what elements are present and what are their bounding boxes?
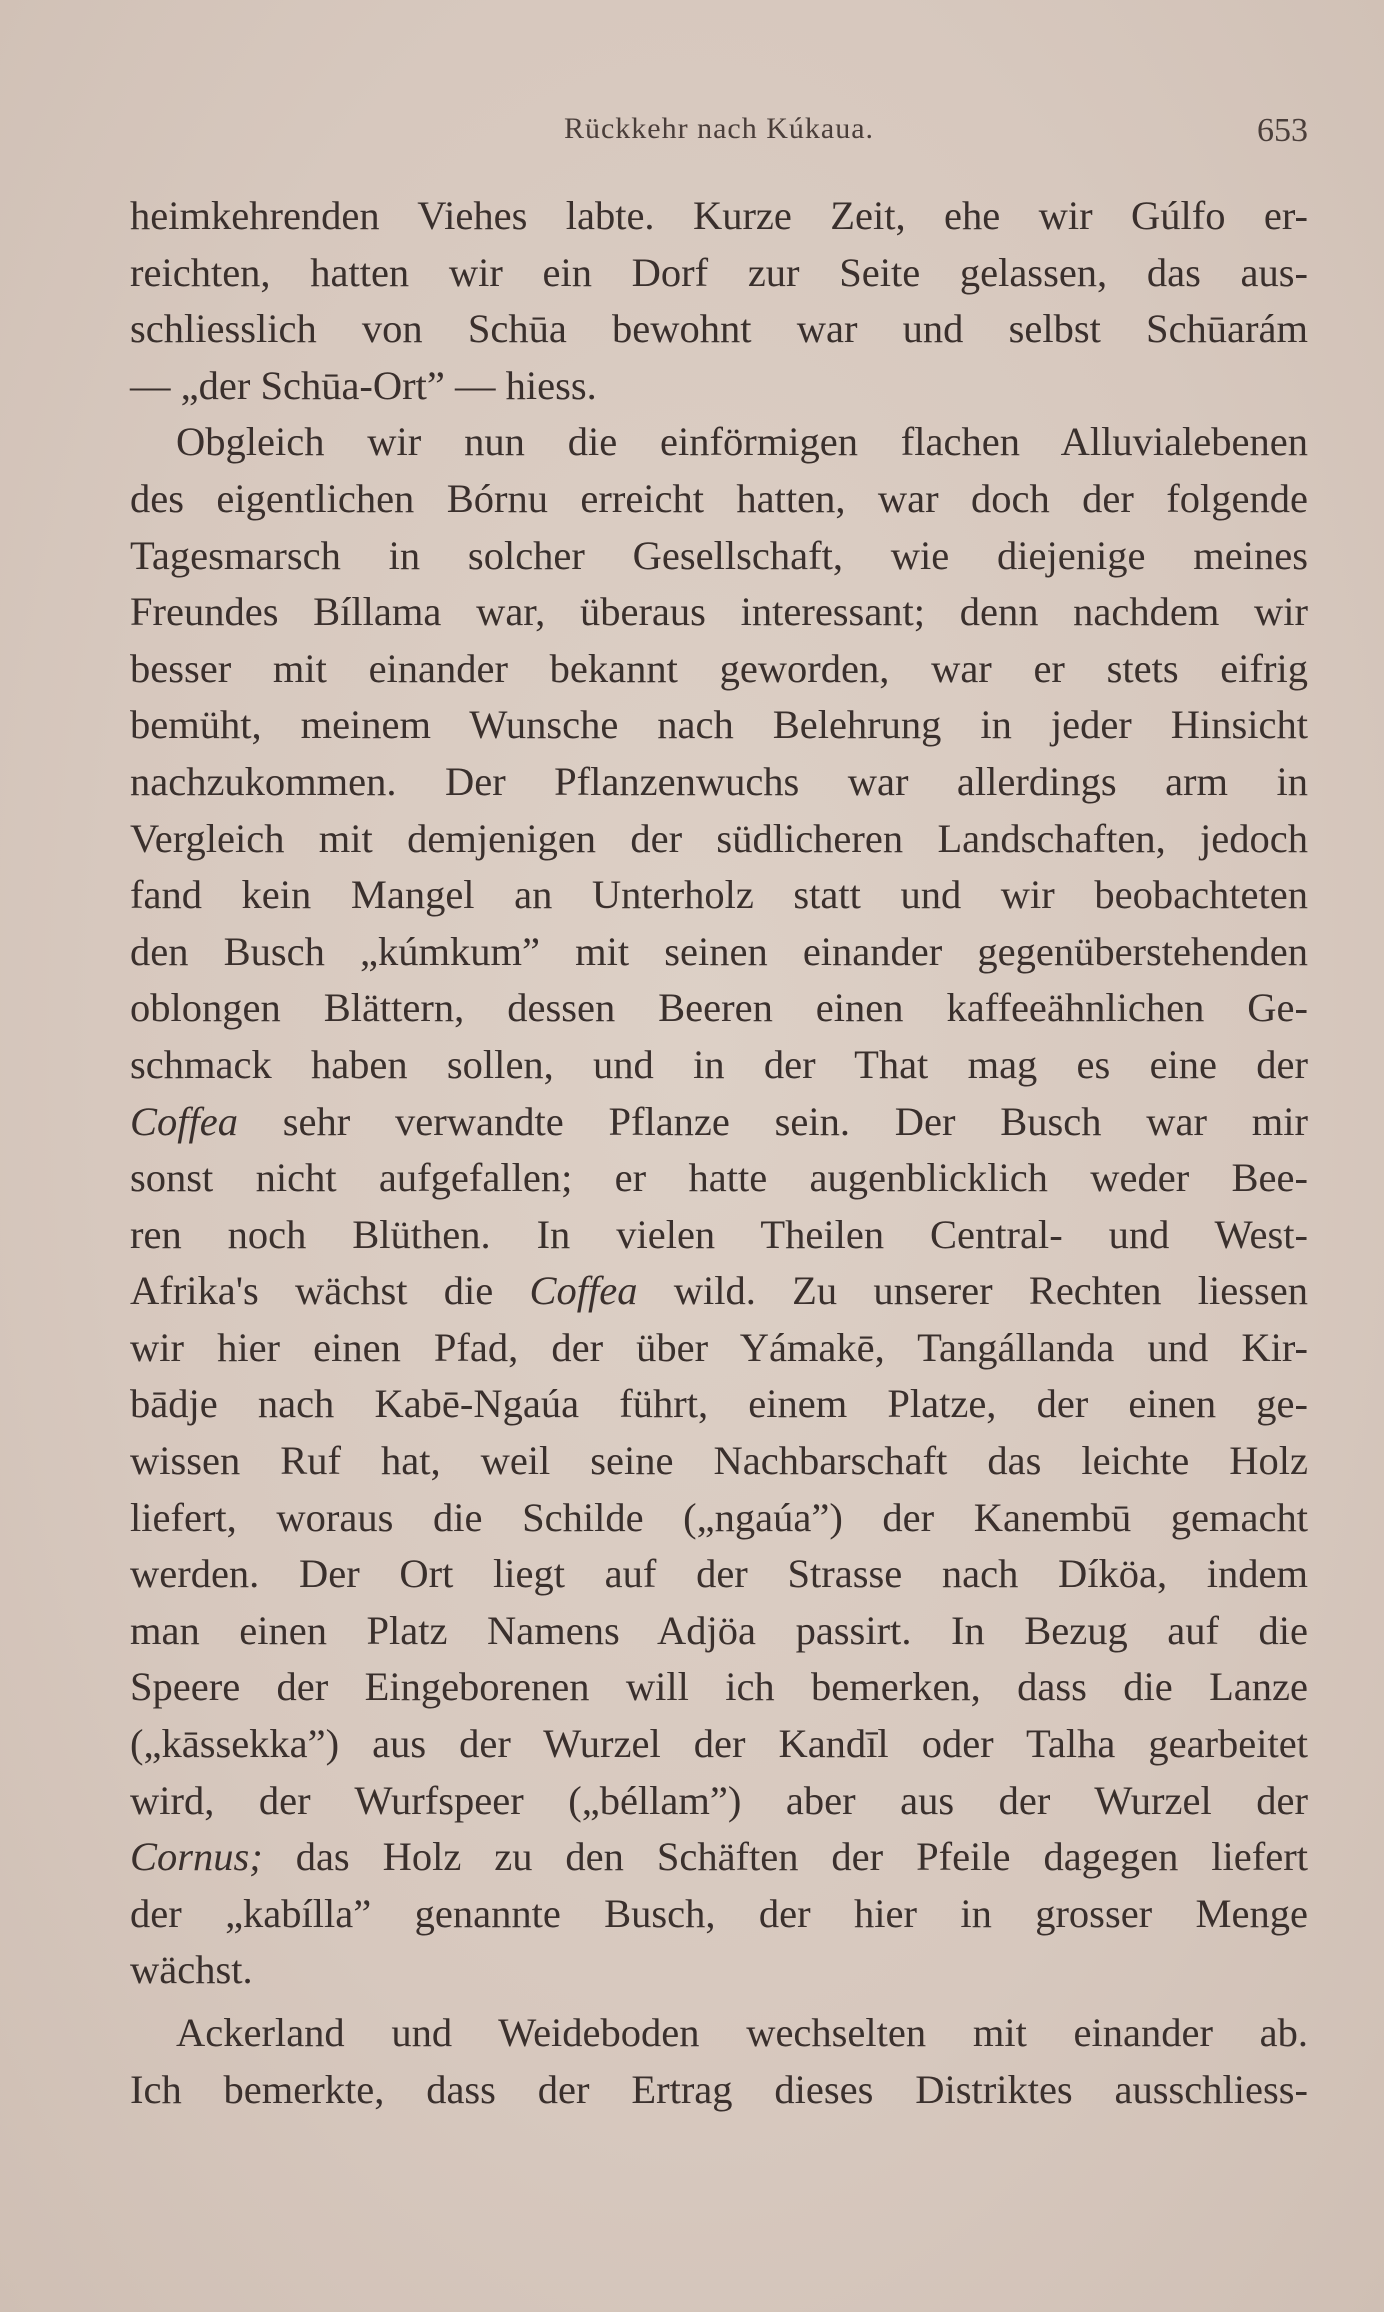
text-line: liefert, woraus die Schilde („ngaúa”) der Kanembū gemacht: [130, 1494, 1308, 1540]
running-title: Rückkehr nach Kúkaua.: [563, 112, 875, 145]
text-line: — „der Schūa-Ort” — hiess.: [130, 362, 597, 408]
text-line: schmack haben sollen, und in der That mag es eine der: [130, 1041, 1308, 1087]
text-line: man einen Platz Namens Adjöa passirt. In Bezug auf die: [130, 1607, 1308, 1653]
text-line: bemüht, meinem Wunsche nach Belehrung in jeder Hinsicht: [130, 702, 1308, 748]
text-line: den Busch „kúmkum” mit seinen einander gegenüberstehenden: [130, 928, 1308, 974]
text-line: Vergleich mit demjenigen der südlicheren Landschaften, jedoch: [130, 815, 1308, 861]
text-line: Speere der Eingeborenen will ich bemerken, dass die Lanze: [130, 1664, 1308, 1710]
text-line: Freundes Bíllama war, überaus interessant; denn nachdem wir: [130, 589, 1308, 635]
text-line: Cornus; das Holz zu den Schäften der Pfeile dagegen liefert: [130, 1834, 1308, 1880]
text-line: oblongen Blättern, dessen Beeren einen kaffeeähnlichen Ge-: [130, 985, 1308, 1031]
text-line: wissen Ruf hat, weil seine Nachbarschaft das leichte Holz: [130, 1438, 1308, 1484]
text-line: bādje nach Kabē-Ngaúa führt, einem Platze, der einen ge-: [130, 1381, 1308, 1427]
text-line: Obgleich wir nun die einförmigen flachen Alluvialebenen: [176, 419, 1308, 465]
text-line: Afrika's wächst die Coffea wild. Zu unserer Rechten liessen: [130, 1268, 1308, 1314]
text-line: Coffea sehr verwandte Pflanze sein. Der Busch war mir: [130, 1098, 1308, 1144]
text-line: wird, der Wurfspeer („béllam”) aber aus der Wurzel der: [130, 1777, 1308, 1823]
text-line: besser mit einander bekannt geworden, war er stets eifrig: [130, 645, 1308, 691]
text-line: nachzukommen. Der Pflanzenwuchs war allerdings arm in: [130, 758, 1308, 804]
body-text: [130, 188, 1308, 2118]
page-number: 653: [1257, 112, 1308, 149]
paragraph: [130, 414, 1308, 1999]
text-line: fand kein Mangel an Unterholz statt und wir beobachteten: [130, 872, 1308, 918]
paragraph: [130, 2005, 1308, 2118]
text-line: ren noch Blüthen. In vielen Theilen Central- und West-: [130, 1211, 1308, 1257]
text-line: der „kabílla” genannte Busch, der hier in grosser Menge: [130, 1890, 1308, 1936]
text-line: schliesslich von Schūa bewohnt war und selbst Schūarám: [130, 306, 1308, 352]
text-line: Ackerland und Weideboden wechselten mit einander ab.: [176, 2010, 1308, 2055]
text-line: Ich bemerkte, dass der Ertrag dieses Distriktes ausschliess-: [130, 2066, 1308, 2112]
text-line: heimkehrenden Viehes labte. Kurze Zeit, ehe wir Gúlfo er-: [130, 193, 1308, 238]
text-line: des eigentlichen Bórnu erreicht hatten, war doch der folgende: [130, 475, 1308, 521]
text-line: („kāssekka”) aus der Wurzel der Kandīl oder Talha gearbeitet: [130, 1721, 1308, 1767]
text-line: reichten, hatten wir ein Dorf zur Seite gelassen, das aus-: [130, 249, 1308, 295]
page-header: [130, 112, 1308, 162]
paragraph: [130, 188, 1308, 414]
text-line: sonst nicht aufgefallen; er hatte augenblicklich weder Bee-: [130, 1155, 1308, 1201]
text-line: wir hier einen Pfad, der über Yámakē, Tangállanda und Kir-: [130, 1324, 1308, 1370]
text-line: wächst.: [130, 1947, 253, 1993]
text-line: werden. Der Ort liegt auf der Strasse nach Díköa, indem: [130, 1551, 1308, 1597]
text-line: Tagesmarsch in solcher Gesellschaft, wie diejenige meines: [130, 532, 1308, 578]
